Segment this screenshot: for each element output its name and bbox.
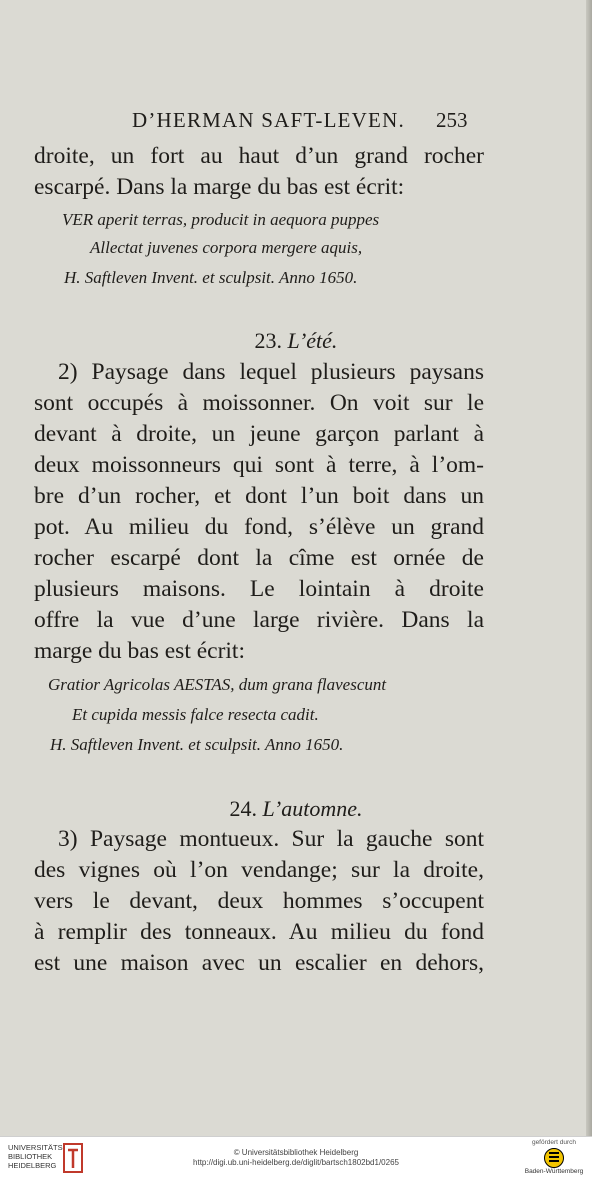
library-name-line: BIBLIOTHEK (8, 1152, 53, 1161)
text-line: rocher escarpé dont la cîme est ornée de (34, 545, 484, 571)
viewer-footer (0, 1136, 592, 1179)
section-heading (0, 326, 592, 356)
text-line: à remplir des tonneaux. Au milieu du fond (34, 919, 484, 945)
verse-line: VER aperit terras, producit in aequora puppes (62, 210, 380, 229)
source-url[interactable]: http://digi.ub.uni-heidelberg.de/diglit/bartsch1802bd1/0265 (193, 1158, 399, 1167)
text-line: 2) Paysage dans lequel plusieurs paysans (58, 359, 484, 385)
text-line: marge du bas est écrit: (34, 638, 245, 664)
text-line: 3) Paysage montueux. Sur la gauche sont (58, 826, 484, 852)
section-title: L’été. (287, 328, 338, 353)
text-line: droite, un fort au haut d’un grand rocher (34, 143, 484, 169)
sponsor-name: Baden-Württemberg (524, 1168, 584, 1175)
header-title: D’HERMAN SAFT-LEVEN. (132, 108, 405, 132)
section-title: L’automne. (262, 796, 363, 821)
running-header (0, 108, 592, 136)
text-line: offre la vue d’une large rivière. Dans la (34, 607, 484, 633)
library-name-line: HEIDELBERG (8, 1161, 57, 1170)
copyright-text: © Universitätsbibliothek Heidelberg (233, 1148, 359, 1157)
verse-line: H. Saftleven Invent. et sculpsit. Anno 1650. (64, 268, 358, 287)
library-name-line: UNIVERSITÄTS- (8, 1143, 66, 1152)
text-line: sont occupés à moissonner. On voit sur le (34, 390, 484, 416)
text-line: des vignes où l’on vendange; sur la droite, (34, 857, 484, 883)
text-line: plusieurs maisons. Le lointain à droite (34, 576, 484, 602)
text-line: devant à droite, un jeune garçon parlant à (34, 421, 484, 447)
section-number: 23. (254, 328, 283, 353)
verse-line: Allectat juvenes corpora mergere aquis, (90, 238, 363, 257)
page-number: 253 (436, 108, 468, 132)
verse-line: H. Saftleven Invent. et sculpsit. Anno 1650. (50, 735, 344, 754)
section-number: 24. (229, 796, 257, 821)
text-line: deux moissonneurs qui sont à terre, à l’om- (34, 452, 484, 478)
sponsor-label: gefördert durch (531, 1139, 577, 1146)
state-seal-icon (544, 1148, 564, 1168)
section-heading (0, 794, 592, 824)
verse-line: Et cupida messis falce resecta cadit. (72, 705, 319, 724)
text-line: bre d’un rocher, et dont l’un boit dans un (34, 483, 484, 509)
page-edge (586, 0, 592, 1136)
sponsor-block (524, 1139, 584, 1177)
text-line: vers le devant, deux hommes s’occupent (34, 888, 484, 914)
text-line: pot. Au milieu du fond, s’élève un grand (34, 514, 484, 540)
text-line: escarpé. Dans la marge du bas est écrit: (34, 174, 405, 200)
text-line: est une maison avec un escalier en dehors, (34, 950, 484, 976)
verse-line: Gratior Agricolas AESTAS, dum grana flavescunt (48, 675, 387, 694)
